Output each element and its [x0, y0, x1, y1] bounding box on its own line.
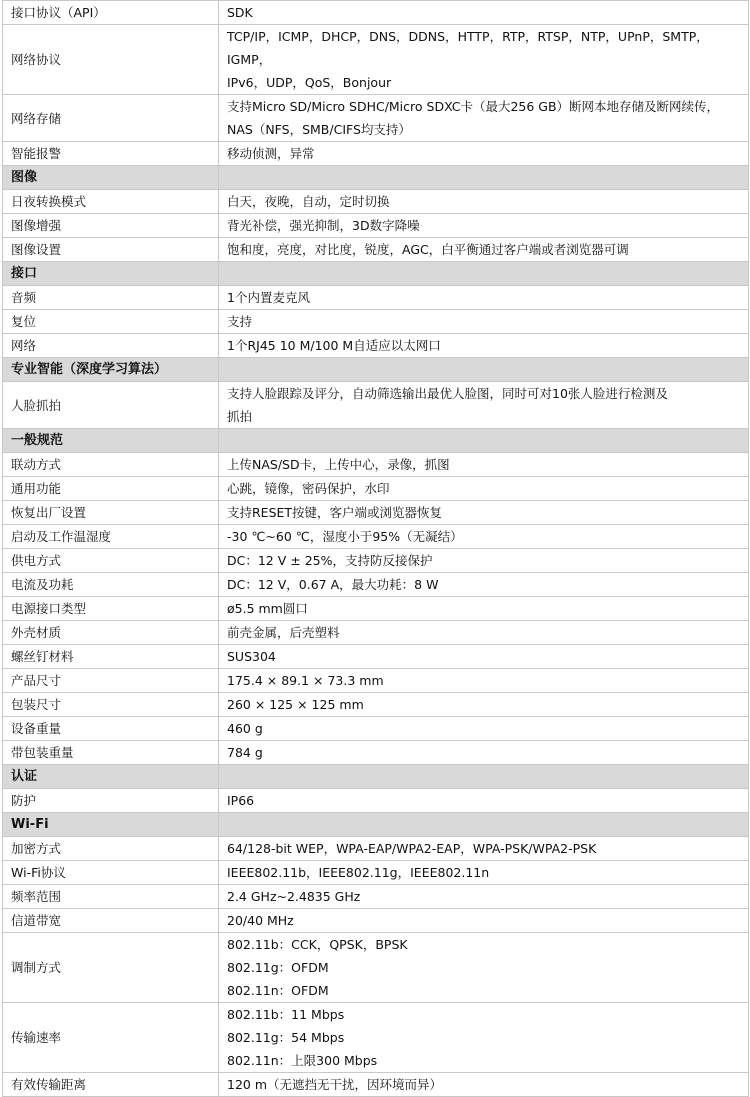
spec-value-line: 20/40 MHz — [227, 913, 294, 928]
spec-label: 图像设置 — [3, 238, 219, 262]
spec-label: 频率范围 — [3, 885, 219, 909]
spec-value-line: 802.11n：上限300 Mbps — [227, 1053, 378, 1068]
section-filler — [219, 166, 749, 190]
section-title: 接口 — [3, 262, 219, 286]
spec-value-line: 支持 — [227, 314, 253, 329]
spec-value — [219, 645, 749, 669]
spec-value-line: 120 m（无遮挡无干扰，因环境而异） — [227, 1077, 443, 1092]
spec-label: 供电方式 — [3, 549, 219, 573]
spec-value — [219, 190, 749, 214]
spec-value-line: 784 g — [227, 745, 263, 760]
spec-value-line: IPv6，UDP，QoS，Bonjour — [227, 75, 392, 90]
spec-row — [3, 334, 749, 358]
spec-value-line: IP66 — [227, 793, 255, 808]
spec-value-line: SDK — [227, 5, 253, 20]
spec-value-line: 上传NAS/SD卡，上传中心，录像，抓图 — [227, 457, 450, 472]
spec-value — [219, 501, 749, 525]
spec-label: 接口协议（API） — [3, 1, 219, 25]
spec-label: 设备重量 — [3, 717, 219, 741]
spec-label: 外壳材质 — [3, 621, 219, 645]
spec-row — [3, 1073, 749, 1097]
spec-row — [3, 286, 749, 310]
section-header-row — [3, 429, 749, 453]
spec-label: 复位 — [3, 310, 219, 334]
spec-row — [3, 717, 749, 741]
spec-row — [3, 214, 749, 238]
spec-value — [219, 95, 749, 142]
spec-value-line: ø5.5 mm圆口 — [227, 601, 308, 616]
spec-row — [3, 861, 749, 885]
spec-row — [3, 1003, 749, 1073]
spec-row — [3, 549, 749, 573]
spec-value — [219, 453, 749, 477]
spec-value-line: 背光补偿，强光抑制，3D数字降噪 — [227, 218, 420, 233]
spec-row — [3, 190, 749, 214]
spec-value — [219, 1073, 749, 1097]
spec-label: 智能报警 — [3, 142, 219, 166]
spec-label: 防护 — [3, 789, 219, 813]
spec-value — [219, 25, 749, 95]
spec-label: 通用功能 — [3, 477, 219, 501]
spec-row — [3, 741, 749, 765]
spec-value — [219, 933, 749, 1003]
spec-row — [3, 573, 749, 597]
spec-value-line: 802.11g：OFDM — [227, 960, 329, 975]
section-filler — [219, 358, 749, 382]
section-header-row — [3, 166, 749, 190]
spec-value — [219, 238, 749, 262]
spec-value — [219, 573, 749, 597]
spec-label: 网络 — [3, 334, 219, 358]
spec-table-body — [3, 1, 749, 1097]
spec-value — [219, 382, 749, 429]
spec-value-line: TCP/IP，ICMP，DHCP，DNS，DDNS，HTTP，RTP，RTSP，NTP，UPnP，SMTP，IGMP， — [227, 29, 709, 67]
section-title: 图像 — [3, 166, 219, 190]
spec-label: 信道带宽 — [3, 909, 219, 933]
spec-value-line: IEEE802.11b，IEEE802.11g，IEEE802.11n — [227, 865, 490, 880]
spec-value — [219, 909, 749, 933]
spec-label: 人脸抓拍 — [3, 382, 219, 429]
spec-value-line: 802.11b：CCK，QPSK，BPSK — [227, 937, 408, 952]
spec-label: 日夜转换模式 — [3, 190, 219, 214]
spec-row — [3, 142, 749, 166]
spec-value-line: DC：12 V ± 25%，支持防反接保护 — [227, 553, 433, 568]
spec-value-line: 前壳金属，后壳塑料 — [227, 625, 340, 640]
spec-value-line: -30 ℃~60 ℃，湿度小于95%（无凝结） — [227, 529, 463, 544]
spec-row — [3, 382, 749, 429]
spec-value-line: 白天，夜晚，自动，定时切换 — [227, 194, 390, 209]
spec-row — [3, 909, 749, 933]
spec-label: 联动方式 — [3, 453, 219, 477]
spec-label: 音频 — [3, 286, 219, 310]
spec-row — [3, 1, 749, 25]
spec-value-line: DC：12 V，0.67 A，最大功耗：8 W — [227, 577, 439, 592]
spec-value-line: 260 × 125 × 125 mm — [227, 697, 364, 712]
spec-value-line: 支持RESET按键，客户端或浏览器恢复 — [227, 505, 443, 520]
spec-value — [219, 334, 749, 358]
spec-value — [219, 477, 749, 501]
spec-value-line: SUS304 — [227, 649, 276, 664]
spec-value-line: 802.11n：OFDM — [227, 983, 329, 998]
section-header-row — [3, 262, 749, 286]
spec-value-line: 移动侦测，异常 — [227, 146, 315, 161]
spec-label: 加密方式 — [3, 837, 219, 861]
section-title: 一般规范 — [3, 429, 219, 453]
spec-row — [3, 238, 749, 262]
spec-value — [219, 142, 749, 166]
spec-row — [3, 597, 749, 621]
section-title: Wi-Fi — [3, 813, 219, 837]
spec-table — [2, 0, 749, 1097]
spec-value — [219, 885, 749, 909]
spec-label: 带包装重量 — [3, 741, 219, 765]
spec-value — [219, 310, 749, 334]
section-filler — [219, 813, 749, 837]
spec-row — [3, 95, 749, 142]
spec-value — [219, 549, 749, 573]
spec-value-line: 175.4 × 89.1 × 73.3 mm — [227, 673, 384, 688]
spec-value-line: 2.4 GHz~2.4835 GHz — [227, 889, 361, 904]
spec-value-line: NAS（NFS，SMB/CIFS均支持） — [227, 122, 411, 137]
spec-value-line: 心跳，镜像，密码保护，水印 — [227, 481, 390, 496]
spec-value-line: 460 g — [227, 721, 263, 736]
spec-row — [3, 933, 749, 1003]
spec-label: 恢复出厂设置 — [3, 501, 219, 525]
spec-value — [219, 621, 749, 645]
spec-row — [3, 837, 749, 861]
spec-row — [3, 453, 749, 477]
spec-label: 调制方式 — [3, 933, 219, 1003]
section-title: 专业智能（深度学习算法） — [3, 358, 219, 382]
spec-row — [3, 621, 749, 645]
section-header-row — [3, 358, 749, 382]
spec-value — [219, 741, 749, 765]
section-header-row — [3, 765, 749, 789]
spec-row — [3, 645, 749, 669]
spec-row — [3, 693, 749, 717]
spec-label: 启动及工作温湿度 — [3, 525, 219, 549]
spec-value-line: 支持Micro SD/Micro SDHC/Micro SDXC卡（最大256 GB）断网本地存储及断网续传， — [227, 99, 720, 114]
spec-label: 产品尺寸 — [3, 669, 219, 693]
spec-value — [219, 1, 749, 25]
spec-row — [3, 789, 749, 813]
spec-value — [219, 597, 749, 621]
spec-value-line: 64/128-bit WEP，WPA-EAP/WPA2-EAP，WPA-PSK/WPA2-PSK — [227, 841, 597, 856]
spec-row — [3, 310, 749, 334]
section-filler — [219, 765, 749, 789]
section-title: 认证 — [3, 765, 219, 789]
spec-row — [3, 25, 749, 95]
spec-value-line: 1个RJ45 10 M/100 M自适应以太网口 — [227, 338, 441, 353]
spec-value — [219, 669, 749, 693]
spec-label: 网络协议 — [3, 25, 219, 95]
spec-label: 电源接口类型 — [3, 597, 219, 621]
spec-label: 螺丝钉材料 — [3, 645, 219, 669]
spec-value — [219, 286, 749, 310]
spec-label: 传输速率 — [3, 1003, 219, 1073]
spec-label: 网络存储 — [3, 95, 219, 142]
spec-value — [219, 789, 749, 813]
section-header-row — [3, 813, 749, 837]
spec-value — [219, 214, 749, 238]
spec-value — [219, 717, 749, 741]
spec-label: 包装尺寸 — [3, 693, 219, 717]
spec-value — [219, 837, 749, 861]
spec-value-line: 支持人脸跟踪及评分，自动筛选输出最优人脸图，同时可对10张人脸进行检测及 — [227, 386, 668, 401]
spec-value-line: 802.11g：54 Mbps — [227, 1030, 345, 1045]
spec-value-line: 饱和度，亮度，对比度，锐度，AGC，白平衡通过客户端或者浏览器可调 — [227, 242, 629, 257]
spec-value — [219, 1003, 749, 1073]
spec-row — [3, 477, 749, 501]
spec-value — [219, 525, 749, 549]
spec-label: Wi-Fi协议 — [3, 861, 219, 885]
spec-row — [3, 669, 749, 693]
spec-value — [219, 861, 749, 885]
spec-label: 有效传输距离 — [3, 1073, 219, 1097]
section-filler — [219, 429, 749, 453]
spec-row — [3, 525, 749, 549]
spec-value-line: 抓拍 — [227, 409, 253, 424]
spec-label: 电流及功耗 — [3, 573, 219, 597]
spec-row — [3, 885, 749, 909]
section-filler — [219, 262, 749, 286]
spec-value-line: 802.11b：11 Mbps — [227, 1007, 345, 1022]
spec-value-line: 1个内置麦克风 — [227, 290, 310, 305]
spec-value — [219, 693, 749, 717]
spec-label: 图像增强 — [3, 214, 219, 238]
spec-row — [3, 501, 749, 525]
